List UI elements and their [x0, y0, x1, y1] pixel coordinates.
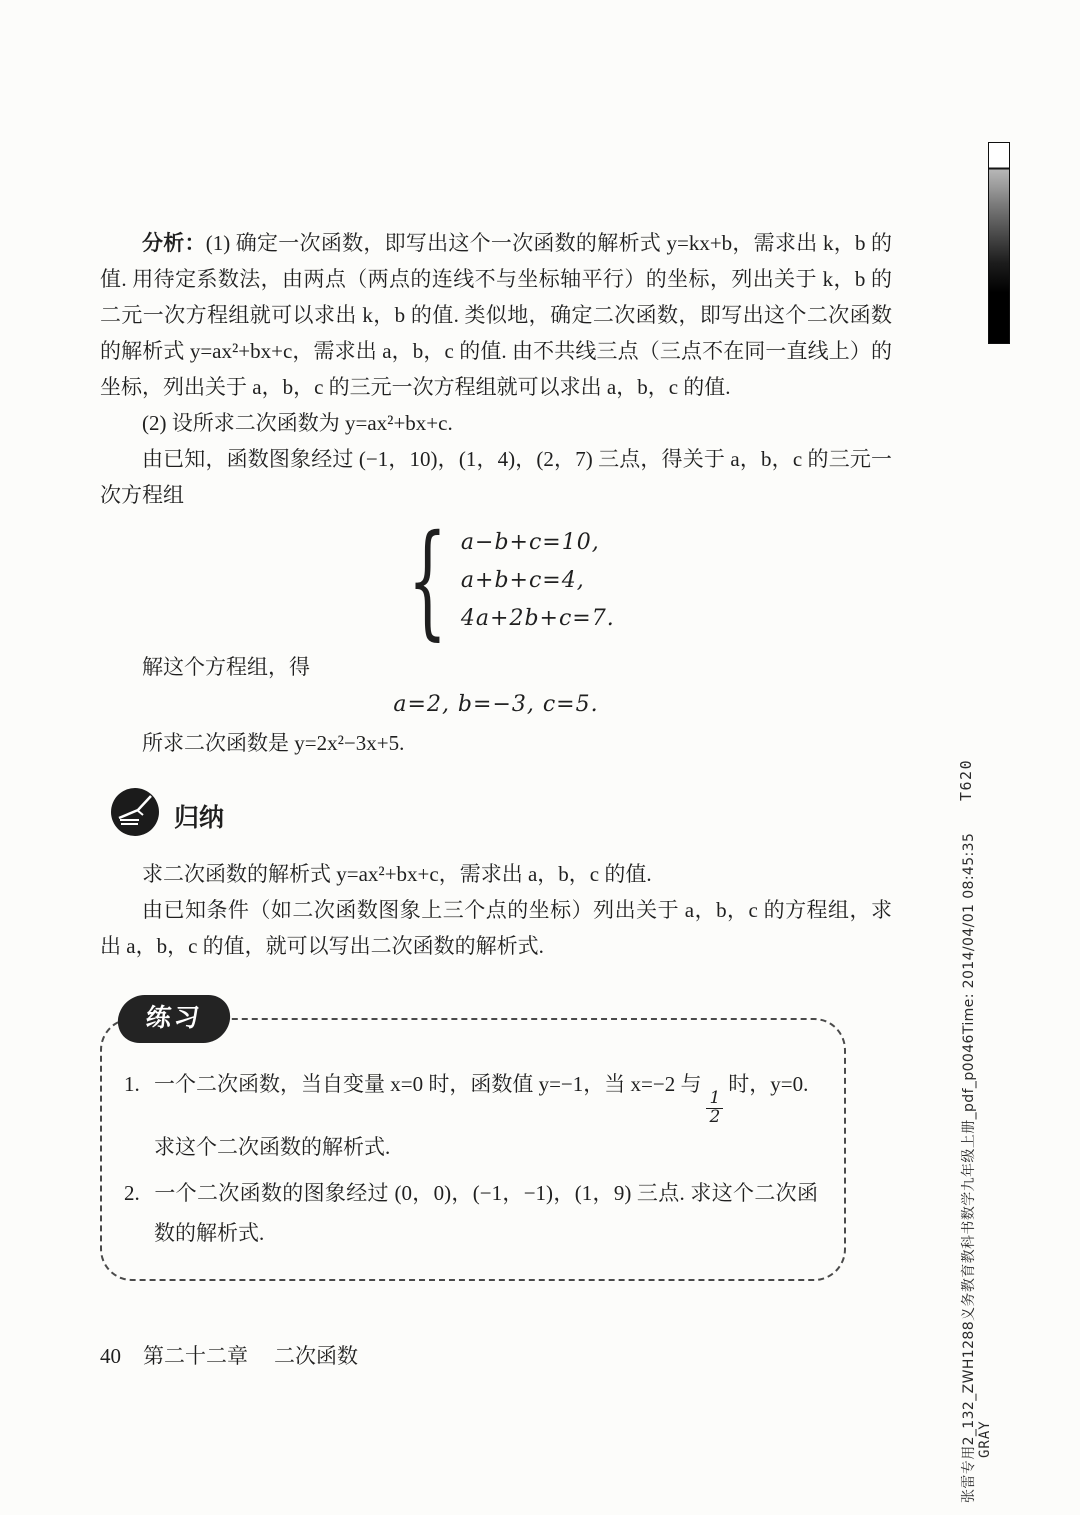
grayscale-calibration-strip [988, 142, 1010, 344]
summary-title: 归纳 [174, 803, 225, 832]
chapter-title: 第二十二章 [143, 1344, 248, 1368]
solve-intro-line: 解这个方程组，得 [142, 655, 310, 679]
page-footer [100, 1340, 358, 1370]
page-content [100, 225, 892, 1281]
section-title: 二次函数 [274, 1344, 358, 1368]
equation-2: a+b+c=4, [460, 568, 585, 593]
known-points-paragraph: 由已知，函数图象经过 (−1，10)，(1，4)，(2，7) 三点，得关于 a，b，c 的三元一次方程组 [100, 447, 892, 507]
equation-system [388, 509, 615, 653]
practice-problem-2 [124, 1173, 818, 1253]
summary-header [110, 787, 892, 848]
scan-gray-label: GRAY [977, 1420, 993, 1458]
problem-1-number: 1. [124, 1072, 140, 1096]
fraction-numerator: 1 [709, 1088, 721, 1108]
problem-1-line2: 求这个二次函数的解析式. [154, 1134, 391, 1159]
analysis-label: 分析： [142, 231, 206, 255]
problem-2-number: 2. [124, 1180, 140, 1205]
result-line: 所求二次函数是 y=2x²−3x+5. [142, 731, 405, 755]
equation-1: a−b+c=10, [460, 530, 600, 555]
solution-values: a=2, b=−3, c=5. [393, 692, 599, 717]
summary-paragraph-2: 由已知条件（如二次函数图象上三个点的坐标）列出关于 a，b，c 的方程组，求出 a，b，c 的值，就可以写出二次函数的解析式. [100, 898, 892, 958]
step2-line: (2) 设所求二次函数为 y=ax²+bx+c. [142, 411, 453, 435]
summary-section [100, 787, 892, 964]
scan-code-label: T620 [957, 758, 975, 801]
practice-box [100, 1004, 846, 1281]
practice-badge: 练习 [115, 995, 232, 1043]
left-brace: { [407, 509, 448, 653]
scan-watermark-text: 张雷专用2_132_ZWH1288义务教育教科书数学九年级上册_pdf_p0046Time: 2014/04/01 08:45:35 [961, 832, 977, 1503]
analysis-body: (1) 确定一次函数，即写出这个一次函数的解析式 y=kx+b，需求出 k，b 的值. 用待定系数法，由两点（两点的连线不与坐标轴平行）的坐标，列出关于 k，b 的二元一次方程组就可以求出 k，b 的值. 类似地，确定二次函数，即写出这个二次函数的解析式 y=ax²+bx+c，需求出 a，b，c 的值. 由不共线三点（三点不在同一直线上）的坐标，列出关于 a，b，c 的三元一次方程组就可以求出 a，b，c 的值. [100, 231, 893, 399]
equation-lines [461, 524, 615, 638]
problem-1-text-before: 一个二次函数，当自变量 x=0 时，函数值 y=−1，当 x=−2 与 [154, 1072, 702, 1096]
summary-paragraph-1: 求二次函数的解析式 y=ax²+bx+c，需求出 a，b，c 的值. [142, 862, 652, 886]
one-half-fraction [706, 1090, 723, 1127]
page-number: 40 [100, 1344, 121, 1368]
analysis-paragraph [100, 225, 892, 405]
book-pencil-icon [110, 787, 160, 848]
practice-problem-1 [124, 1064, 818, 1167]
problem-1-text-after: 时，y=0. [728, 1072, 809, 1096]
equation-3: 4a+2b+c=7. [460, 606, 615, 631]
problem-2-text: 一个二次函数的图象经过 (0，0)，(−1，−1)，(1，9) 三点. 求这个二次函数的解析式. [154, 1180, 818, 1245]
fraction-denominator: 2 [706, 1108, 723, 1127]
